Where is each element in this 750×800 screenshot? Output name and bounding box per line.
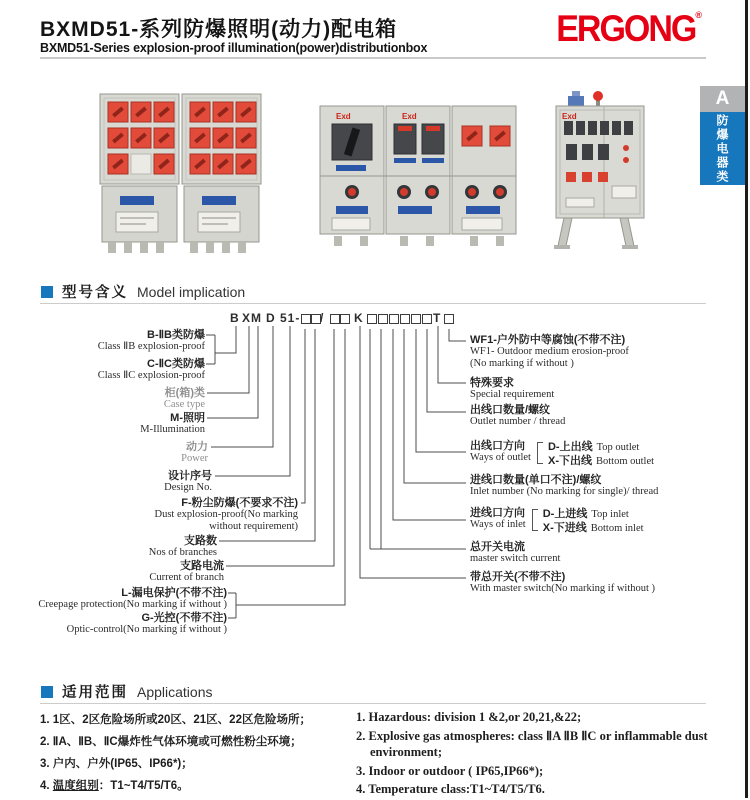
model-code-right-label: 出线口数量/螺纹 Outlet number / thread bbox=[470, 404, 566, 427]
applications-list-en bbox=[356, 709, 732, 800]
model-code-segment bbox=[340, 314, 350, 324]
model-code-segment: 51- bbox=[280, 311, 301, 325]
applications-item-zh: 2. ⅡA、ⅡB、ⅡC爆炸性气体环境或可燃性粉尘环境； bbox=[40, 736, 302, 748]
applications-item-en: 2. Explosive gas atmospheres: class ⅡA ⅡB ⅡC or inflammable dust environment; bbox=[356, 728, 708, 759]
model-code-segment bbox=[400, 314, 410, 324]
model-code-segment: D bbox=[266, 311, 276, 325]
model-code-left-label: M-照明 M-Illumination bbox=[140, 412, 205, 435]
registered-trademark-icon: ® bbox=[695, 10, 702, 20]
model-code-right-label: 进线口数量(单口不注)/螺纹 Inlet number (No marking for single)/ thread bbox=[470, 474, 659, 497]
model-code-segment bbox=[444, 314, 454, 324]
model-code-segment: K bbox=[354, 311, 364, 325]
model-code-segment bbox=[378, 314, 388, 324]
section-divider bbox=[40, 703, 706, 704]
applications-item-zh: 3. 户内、户外(IP65、IP66*)； bbox=[40, 758, 193, 770]
brand-logo bbox=[556, 10, 702, 49]
applications-list-zh bbox=[40, 709, 356, 797]
applications-item-zh: 1. 1区、2区危险场所或20区、21区、22区危险场所； bbox=[40, 714, 311, 726]
product-photo-linked-panels bbox=[320, 106, 516, 246]
model-code-segment bbox=[367, 314, 377, 324]
product-photos bbox=[60, 88, 680, 258]
header-divider bbox=[40, 57, 706, 59]
model-code-segment: B bbox=[230, 311, 240, 325]
section-divider bbox=[40, 303, 706, 304]
model-code-right-label: 总开关电流 master switch current bbox=[470, 541, 561, 564]
applications-item-en: 1. Hazardous: division 1 &2,or 20,21,&22; bbox=[356, 710, 582, 724]
model-code-left-label: C-ⅡC类防爆 Class ⅡC explosion-proof bbox=[97, 358, 205, 381]
model-code-segment bbox=[330, 314, 340, 324]
model-code-right-label: WF1-户外防中等腐蚀(不带不注) WF1- Outdoor medium erosion-proof (No marking if without ) bbox=[470, 334, 629, 369]
side-tab-letter: A bbox=[700, 86, 745, 112]
model-code-left-label: 设计序号 Design No. bbox=[164, 470, 212, 493]
section-title-en: Model implication bbox=[137, 283, 246, 300]
option-group: D-上出线 Top outlet X-下出线 Bottom outlet bbox=[537, 440, 654, 468]
product-photo-twin-boxes bbox=[100, 94, 261, 253]
model-code-segment: XM bbox=[242, 311, 262, 325]
page-title-zh: BXMD51-系列防爆照明(动力)配电箱 bbox=[40, 18, 398, 41]
applications-item-zh: 4. 温度组别：T1~T4/T5/T6。 bbox=[40, 780, 189, 792]
model-code-segment: / bbox=[320, 311, 325, 325]
bracket-icon bbox=[537, 442, 543, 464]
exd-marking: Exd bbox=[402, 112, 417, 121]
model-code-segment bbox=[422, 314, 432, 324]
section-title-zh: 型号含义 bbox=[62, 285, 128, 301]
applications-item-en: 3. Indoor or outdoor ( IP65,IP66*); bbox=[356, 763, 544, 778]
model-code-left-label: L-漏电保护(不带不注) Creepage protection(No marking if without ) bbox=[38, 587, 227, 610]
page-edge-border bbox=[745, 0, 748, 798]
model-code-segment bbox=[301, 314, 311, 324]
section-bullet-icon bbox=[41, 286, 53, 298]
exd-marking: Exd bbox=[336, 112, 351, 121]
model-code-left-label: 柜(箱)类 Case type bbox=[163, 387, 205, 410]
page-title-en: BXMD51-Series explosion-proof illumination(power)distributionbox bbox=[40, 41, 428, 55]
model-code-right-label: 特殊要求 Special requirement bbox=[470, 377, 555, 400]
model-code-segment bbox=[411, 314, 421, 324]
brand-logo-text: ERGONG bbox=[556, 8, 696, 50]
model-code-left-label: G-光控(不带不注) Optic-control(No marking if without ) bbox=[66, 612, 227, 635]
section-title-en: Applications bbox=[137, 683, 213, 700]
model-code-left-label: 支路电流 Current of branch bbox=[149, 560, 224, 583]
exd-marking: Exd bbox=[562, 112, 577, 121]
model-code-left-label: 动力 Power bbox=[181, 441, 208, 464]
model-code-right-label: 带总开关(不带不注) With master switch(No marking if without ) bbox=[470, 571, 656, 594]
model-code-segment bbox=[389, 314, 399, 324]
side-tab-category: 防爆电器类 bbox=[700, 112, 745, 185]
product-photo-floor-cabinet bbox=[554, 91, 644, 249]
bracket-icon bbox=[532, 509, 538, 531]
applications-item-en: 4. Temperature class:T1~T4/T5/T6. bbox=[356, 782, 545, 796]
section-model-implication bbox=[41, 281, 245, 302]
model-code-left-label: F-粉尘防爆(不要求不注) Dust explosion-proof(No marking without requirement) bbox=[154, 497, 298, 532]
model-code-segment: T bbox=[433, 311, 442, 325]
model-code-left-label: B-ⅡB类防爆 Class ⅡB explosion-proof bbox=[97, 329, 205, 352]
section-applications bbox=[41, 681, 213, 702]
model-code-right-label: 出线口方向 Ways of outlet D-上出线 Top outlet X-下出线 Bottom outlet bbox=[470, 440, 655, 467]
model-code-left-label: 支路数 Nos of branches bbox=[148, 535, 217, 558]
section-bullet-icon bbox=[41, 686, 53, 698]
model-code-right-label: 进线口方向 Ways of inlet D-上进线 Top inlet X-下进线 Bottom inlet bbox=[470, 507, 644, 534]
option-group: D-上进线 Top inlet X-下进线 Bottom inlet bbox=[532, 507, 644, 535]
section-title-zh: 适用范围 bbox=[62, 685, 128, 701]
